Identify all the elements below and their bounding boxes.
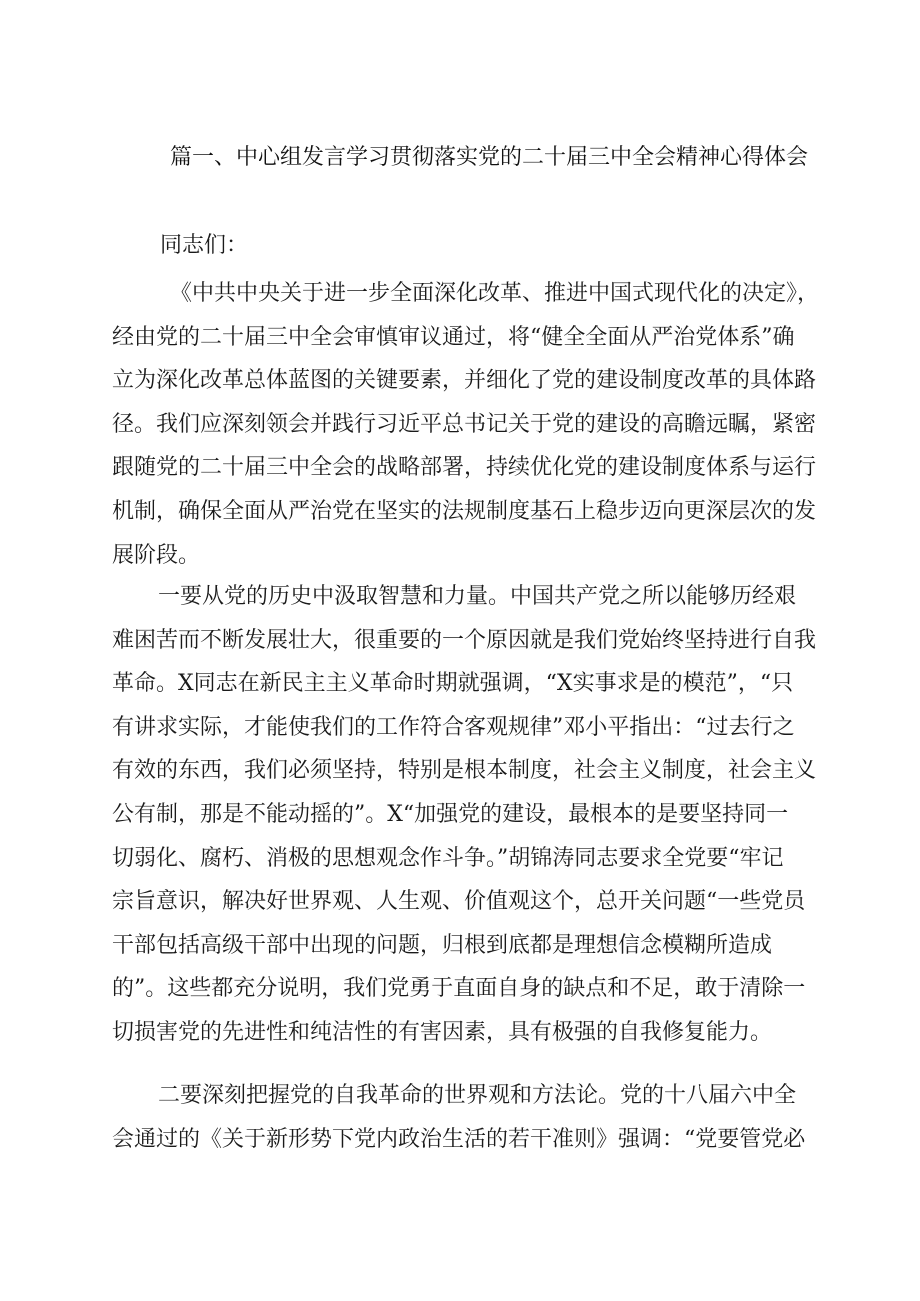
paragraph-line: 宗旨意识，解决好世界观、人生观、价值观这个，总开关问题“一些党员 (112, 889, 806, 915)
paragraph-line: 跟随党的二十届三中全会的战略部署，持续优化党的建设制度体系与运行 (112, 455, 817, 481)
paragraph-3 (112, 1074, 832, 1161)
paragraph-line: 经由党的二十届三中全会审慎审议通过，将“健全全面从严治党体系”确 (112, 324, 795, 350)
paragraph-line: 的”。这些都充分说明，我们党勇于直面自身的缺点和不足，敢于清除一 (112, 976, 806, 1002)
paragraph-line: 切损害党的先进性和纯洁性的有害因素，具有极强的自我修复能力。 (112, 1019, 773, 1045)
paragraph-line: 干部包括高级干部中出现的问题，归根到底都是理想信念模糊所造成 (112, 932, 773, 958)
paragraph-line: 切弱化、腐朽、消极的思想观念作斗争。”胡锦涛同志要求全党要“牢记 (112, 845, 784, 871)
paragraph-line: 展阶段。 (112, 542, 201, 568)
paragraph-line: 《中共中央关于进一步全面深化改革、推进中国式现代化的决定》， (170, 281, 820, 306)
paragraph-line: 径。我们应深刻领会并践行习近平总书记关于党的建设的高瞻远瞩，紧密 (112, 411, 817, 437)
paragraph-line: 会通过的《关于新形势下党内政治生活的若干准则》强调：“党要管党必 (112, 1126, 806, 1152)
paragraph-1 (112, 272, 832, 577)
paragraph-line: 革命。X同志在新民主主义革命时期就强调，“X实事求是的模范”，“只 (112, 671, 794, 697)
paragraph-2 (112, 575, 832, 1055)
paragraph-line: 一要从党的历史中汲取智慧和力量。中国共产党之所以能够历经艰 (158, 584, 797, 609)
paragraph-line: 二要深刻把握党的自我革命的世界观和方法论。党的十八届六中全 (158, 1083, 797, 1108)
salutation: 同志们： (160, 233, 249, 258)
paragraph-line: 有讲求实际，才能使我们的工作符合客观规律”邓小平指出：“过去行之 (112, 714, 795, 740)
paragraph-line: 立为深化改革总体蓝图的关键要素，并细化了党的建设制度改革的具体路 (112, 368, 817, 394)
document-title: 篇一、中心组发言学习贯彻落实党的二十届三中全会精神心得体会 (170, 145, 809, 170)
paragraph-line: 公有制，那是不能动摇的”。X“加强党的建设，最根本的是要坚持同一 (112, 801, 789, 827)
paragraph-line: 难困苦而不断发展壮大，很重要的一个原因就是我们党始终坚持进行自我 (112, 627, 817, 653)
paragraph-line: 有效的东西，我们必须坚持，特别是根本制度，社会主义制度，社会主义 (112, 758, 817, 784)
paragraph-line: 机制，确保全面从严治党在坚实的法规制度基石上稳步迈向更深层次的发 (112, 498, 817, 524)
